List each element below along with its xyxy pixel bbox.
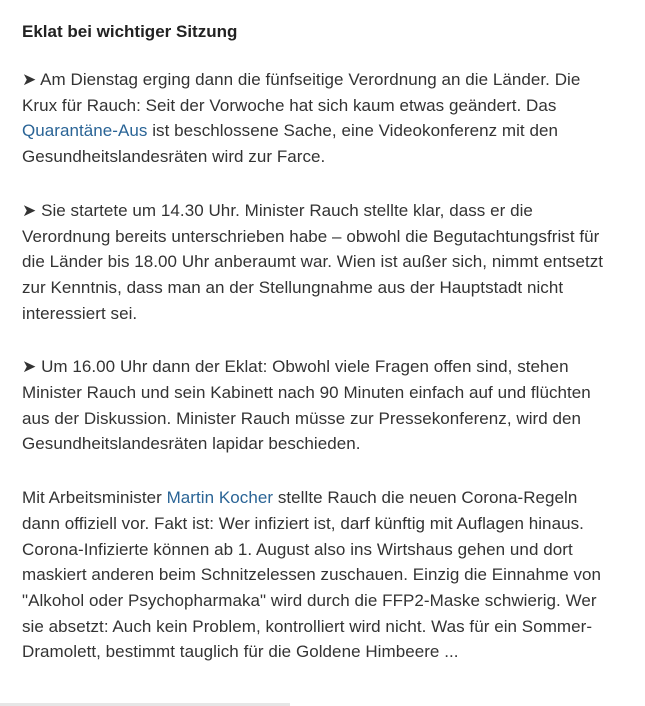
quarantaene-aus-link[interactable]: Quarantäne-Aus — [22, 121, 148, 141]
paragraph-1-text-start: ➤ Am Dienstag erging dann die fünfseitige Verordnung an die Länder. Die Krux für Rauch: Seit der Vorwoche hat sich kaum etwas geändert. Das — [22, 70, 581, 115]
paragraph-1-text-end: ist beschlossene Sache, eine Videokonferenz mit den Gesundheitslandesräten wird zur Farce. — [22, 121, 558, 167]
paragraph-2: ➤ Sie startete um 14.30 Uhr. Minister Rauch stellte klar, dass er die Verordnung bereits unterschrieben habe – obwohl die Begutachtungsfrist für die Länder bis 18.00 Uhr anberaumt war. Wien ist außer sich, nimmt entsetzt zur Kenntnis, dass man an der Stellungnahme aus der Hauptstadt nicht interessiert sei. — [22, 200, 604, 323]
paragraph-1 — [22, 67, 620, 170]
martin-kocher-link[interactable]: Martin Kocher — [166, 488, 274, 508]
paragraph-4-text-end: stellte Rauch die neuen Corona-Regeln dann offiziell vor. Fakt ist: Wer infiziert ist, darf künftig mit Auflagen hinaus. Corona-Infizierte können ab 1. August also ins Wirtshaus gehen und dort maskiert anderen beim Schnitzelessen zuschauen. Einzig die Einnahme von "Alkohol oder Psychopharmaka" wird durch die FFP2-Maske schwierig. Wer sie absetzt: Auch kein Problem, kontrolliert wird nicht. Was für ein Sommer-Dramolett, bestimmt tauglich für die Goldene Himbeere ... — [22, 488, 602, 662]
paragraph-3: ➤ Um 16.00 Uhr dann der Eklat: Obwohl viele Fragen offen sind, stehen Minister Rauch und sein Kabinett nach 90 Minuten einfach auf und flüchten aus der Diskussion. Minister Rauch müsse zur Pressekonferenz, wird den Gesundheitslandesräten lapidar beschieden. — [22, 357, 591, 454]
section-heading: Eklat bei wichtiger Sitzung — [22, 22, 238, 41]
paragraph-4-text-start: Mit Arbeitsminister — [22, 488, 167, 508]
paragraph-4 — [22, 485, 620, 665]
article-body — [22, 19, 620, 693]
